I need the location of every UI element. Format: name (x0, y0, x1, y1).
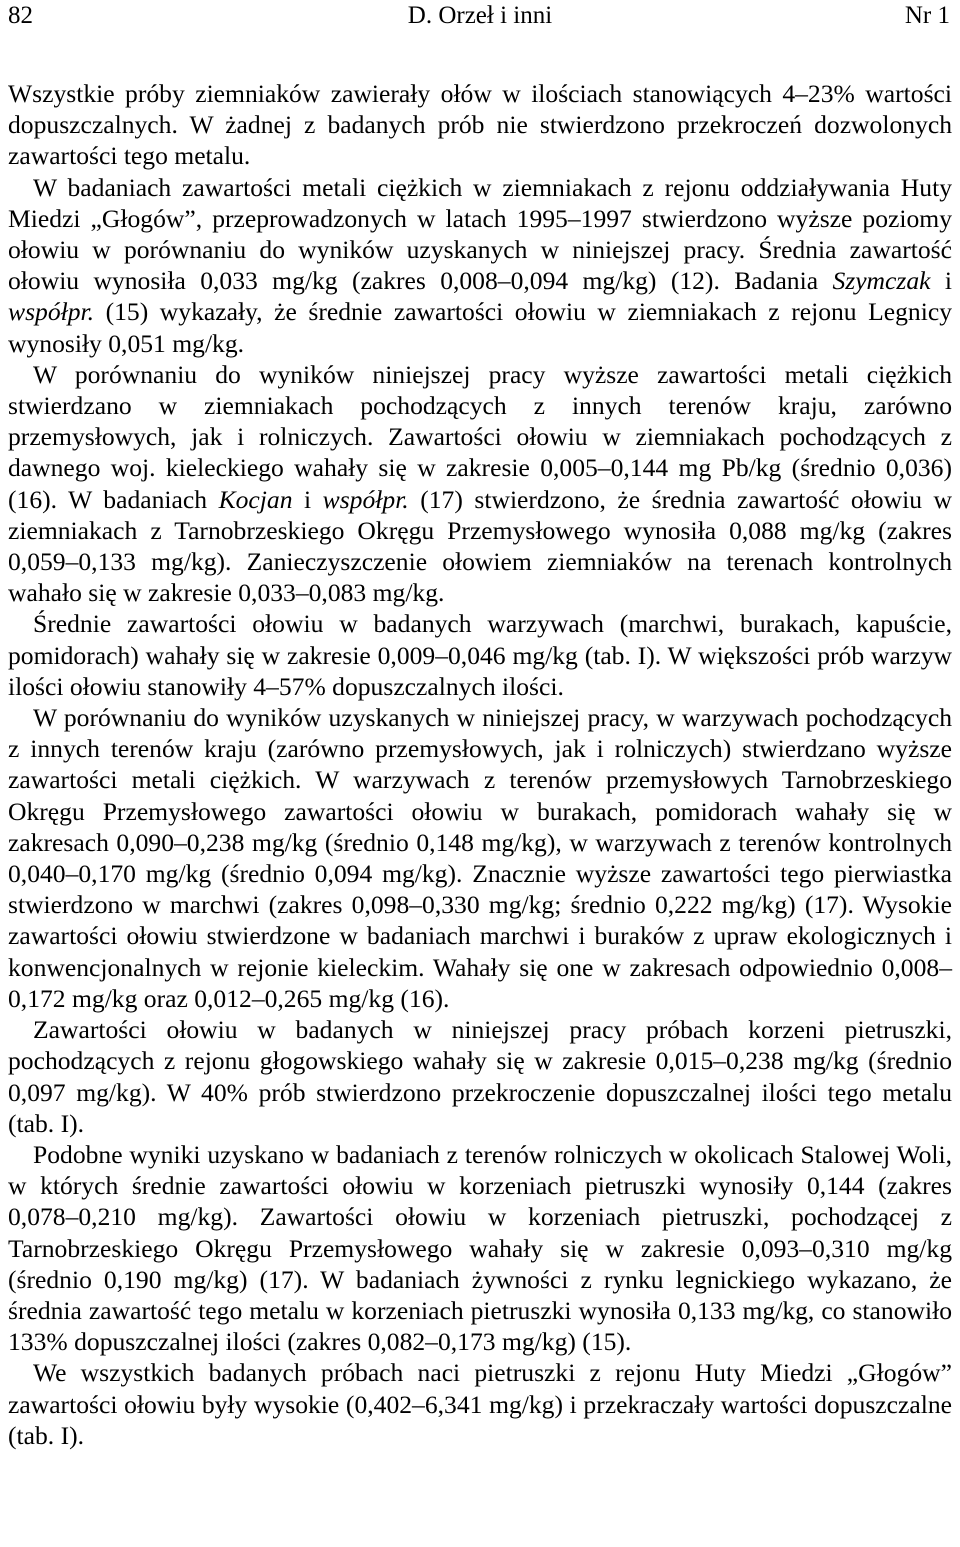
paragraph-p4 (8, 608, 952, 702)
text-run: (17) stwierdzono, że średnia zawartość ołowiu w ziemniakach z Tarnobrzeskiego Okręgu Przemysłowego wynosiła 0,088 mg/kg (zakres 0,059–0,133 mg/kg). Zanieczyszczenie ołowiem ziemniaków na terenach kontrolnych wahało się w zakresie 0,033–0,083 mg/kg. (8, 484, 952, 608)
text-run: Średnie zawartości ołowiu w badanych warzywach (marchwi, burakach, kapuście, pomidorach) wahały się w zakresie 0,009–0,046 mg/kg (tab. I). W większości prób warzyw ilości ołowiu stanowiły 4–57% dopuszczalnych ilości. (8, 609, 952, 701)
paragraph-p1 (8, 78, 952, 172)
page-number: 82 (8, 2, 33, 29)
paragraph-p3 (8, 359, 952, 609)
text-run: Wszystkie próby ziemniaków zawierały ołów w ilościach stanowiących 4–23% wartości dopuszczalnych. W żadnej z badanych prób nie stwierdzono przekroczeń dozwolonych zawartości tego metalu. (8, 79, 952, 171)
paragraph-p7 (8, 1139, 952, 1357)
text-run: W porównaniu do wyników niniejszej pracy wyższe zawartości metali ciężkich stwierdzano w ziemniakach pochodzących z innych terenów kraju, zarówno przemysłowych, jak i rolniczych. Zawartości ołowiu w ziemniakach pochodzących z dawnego woj. kieleckiego wahały się w zakresie 0,005–0,144 mg Pb/kg (średnio 0,036) (16). W badaniach (8, 359, 952, 514)
text-run: W porównaniu do wyników uzyskanych w niniejszej pracy, w warzywach pochodzących z innych terenów kraju (zarówno przemysłowych, jak i rolniczych) stwierdzano wyższe zawartości metali ciężkich. W warzywach z terenów przemysłowych Tarnobrzeskiego Okręgu Przemysłowego zawartości ołowiu w burakach, pomidorach wahały się w zakresach 0,090–0,238 mg/kg (średnio 0,148 mg/kg), w warzywach z terenów kontrolnych 0,040–0,170 mg/kg (średnio 0,094 mg/kg). Znacznie wyższe zawartości tego pierwiastka stwierdzono w marchwi (zakres 0,098–0,330 mg/kg; średnio 0,222 mg/kg) (17). Wysokie zawartości ołowiu stwierdzone w badaniach marchwi i buraków z upraw ekologicznych i konwencjonalnych w rejonie kieleckim. Wahały się one w zakresach odpowiednio 0,008–0,172 mg/kg oraz 0,012–0,265 mg/kg (16). (8, 703, 952, 1013)
paragraph-p5 (8, 702, 952, 1014)
text-run: W badaniach zawartości metali ciężkich w ziemniakach z rejonu oddziaływania Huty Miedzi „Głogów”, przeprowadzonych w latach 1995–1997 stwierdzono wyższe poziomy ołowiu w porównaniu do wyników uzyskanych w niniejszej pracy. Średnia zawartość ołowiu wynosiła 0,033 mg/kg (zakres 0,008–0,094 mg/kg) (12). Badania (8, 172, 952, 296)
text-run: Podobne wyniki uzyskano w badaniach z terenów rolniczych w okolicach Stalowej Woli, w których średnie zawartości ołowiu w korzeniach pietruszki wynosiły 0,144 (zakres 0,078–0,210 mg/kg). Zawartości ołowiu w korzeniach pietruszki, pochodzącej z Tarnobrzeskiego Okręgu Przemysłowego wahały się w zakresie 0,093–0,310 mg/kg (średnio 0,190 mg/kg) (17). W badaniach żywności z rynku legnickiego wykazano, że średnia zawartość tego metalu w korzeniach pietruszki wynosiła 0,133 mg/kg, co stanowiło 133% dopuszczalnej ilości (zakres 0,082–0,173 mg/kg) (15). (8, 1139, 952, 1357)
text-run: i (292, 484, 323, 514)
paragraph-p6 (8, 1014, 952, 1139)
text-run: i (930, 266, 952, 296)
italic-citation: współpr. (8, 297, 95, 327)
italic-citation: Kocjan (218, 484, 293, 514)
running-header (8, 0, 952, 32)
paragraph-p8 (8, 1357, 952, 1451)
running-title: D. Orzeł i inni (407, 2, 553, 29)
italic-citation: współpr. (322, 484, 409, 514)
body-text (8, 78, 952, 1451)
issue-number: Nr 1 (904, 2, 950, 29)
text-run: Zawartości ołowiu w badanych w niniejszej pracy próbach korzeni pietruszki, pochodzących z rejonu głogowskiego wahały się w zakresie 0,015–0,238 mg/kg (średnio 0,097 mg/kg). W 40% prób stwierdzono przekroczenie dopuszczalnej ilości tego metalu (tab. I). (8, 1015, 952, 1138)
paragraph-p2 (8, 172, 952, 359)
text-run: We wszystkich badanych próbach naci pietruszki z rejonu Huty Miedzi „Głogów” zawartości ołowiu były wysokie (0,402–6,341 mg/kg) i przekraczały wartości dopuszczalne (tab. I). (8, 1358, 952, 1450)
italic-citation: Szymczak (832, 266, 931, 296)
text-run: (15) wykazały, że średnie zawartości ołowiu w ziemniakach z rejonu Legnicy wynosiły 0,051 mg/kg. (8, 297, 952, 358)
